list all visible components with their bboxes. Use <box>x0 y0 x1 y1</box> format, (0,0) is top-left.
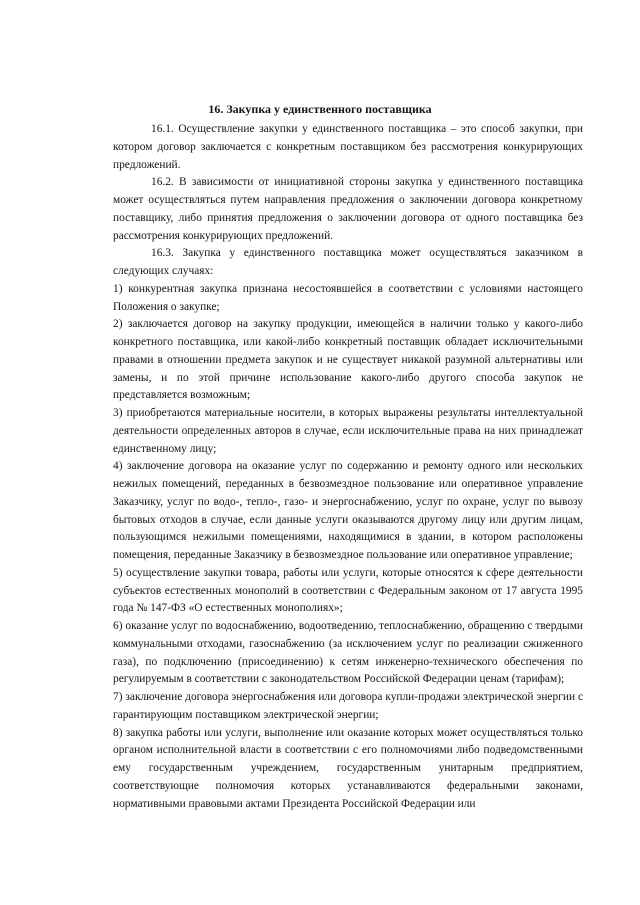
list-item-2: 2) заключается договор на закупку продукции, имеющейся в наличии только у какого-либо конкретного поставщика, или какой-либо конкретный поставщик обладает исключительными правами в отношении предмета закупок и не существует никакой разумной альтернативы или замены, и по этой причине использование какого-либо другого способа закупок не представляется возможным; <box>113 318 583 402</box>
list-item-6: 6) оказание услуг по водоснабжению, водоотведению, теплоснабжению, обращению с твердыми коммунальными отходами, газоснабжению (за исключением услуг по реализации сжиженного газа), по подключению (присоединению) к сетям инженерно-технического обеспечения по регулируемым в соответствии с законодательством Российской Федерации ценам (тарифам); <box>113 620 583 686</box>
list-item-8: 8) закупка работы или услуги, выполнение или оказание которых может осуществляться только органом исполнительной власти в соответствии с его полномочиями либо подведомственными ему государственным учреждением, государственным унитарным предприятием, соответствующие полномочия которых устанавливаются федеральными законами, нормативными правовыми актами Президента Российской Федерации или <box>113 726 583 810</box>
list-item-5: 5) осуществление закупки товара, работы или услуги, которые относятся к сфере деятельности субъектов естественных монополий в соответствии с Федеральным законом от 17 августа 1995 года № 147-ФЗ «О естественных монополиях»; <box>113 566 583 615</box>
list-item-7: 7) заключение договора энергоснабжения или договора купли-продажи электрической энергии с гарантирующим поставщиком электрической энергии; <box>113 691 583 721</box>
list-item-4: 4) заключение договора на оказание услуг по содержанию и ремонту одного или нескольких нежилых помещений, переданных в безвозмездное пользование или оперативное управление Заказчику, услуг по водо-, тепло-, газо- и энергоснабжению, услуг по охране, услуг по вывозу бытовых отходов в случае, если данные услуги оказываются другому лицу или другим лицам, пользующимся нежилыми помещениями, находящимися в здании, в котором расположены помещения, переданные Заказчику в безвозмездное пользование или оперативное управление; <box>113 460 583 561</box>
paragraph-16-2: 16.2. В зависимости от инициативной стороны закупка у единственного поставщика может осуществляться путем направления предложения о заключении договора конкретному поставщику, либо принятия предложения о заключении договора от одного поставщика без рассмотрения конкурирующих предложений. <box>113 176 583 242</box>
section-body <box>113 121 583 813</box>
paragraph-16-1: 16.1. Осуществление закупки у единственного поставщика – это способ закупки, при котором договор заключается с конкретным поставщиком без рассмотрения конкурирующих предложений. <box>113 123 583 171</box>
list-item-3: 3) приобретаются материальные носители, в которых выражены результаты интеллектуальной деятельности определенных авторов в случае, если исключительные права на них принадлежат единственному лицу; <box>113 407 583 455</box>
section-title: 16. Закупка у единственного поставщика <box>208 102 432 116</box>
list-item-1: 1) конкурентная закупка признана несостоявшейся в соответствии с условиями настоящего Положения о закупке; <box>113 282 583 313</box>
paragraph-16-3: 16.3. Закупка у единственного поставщика может осуществляться заказчиком в следующих случаях: <box>113 247 583 277</box>
